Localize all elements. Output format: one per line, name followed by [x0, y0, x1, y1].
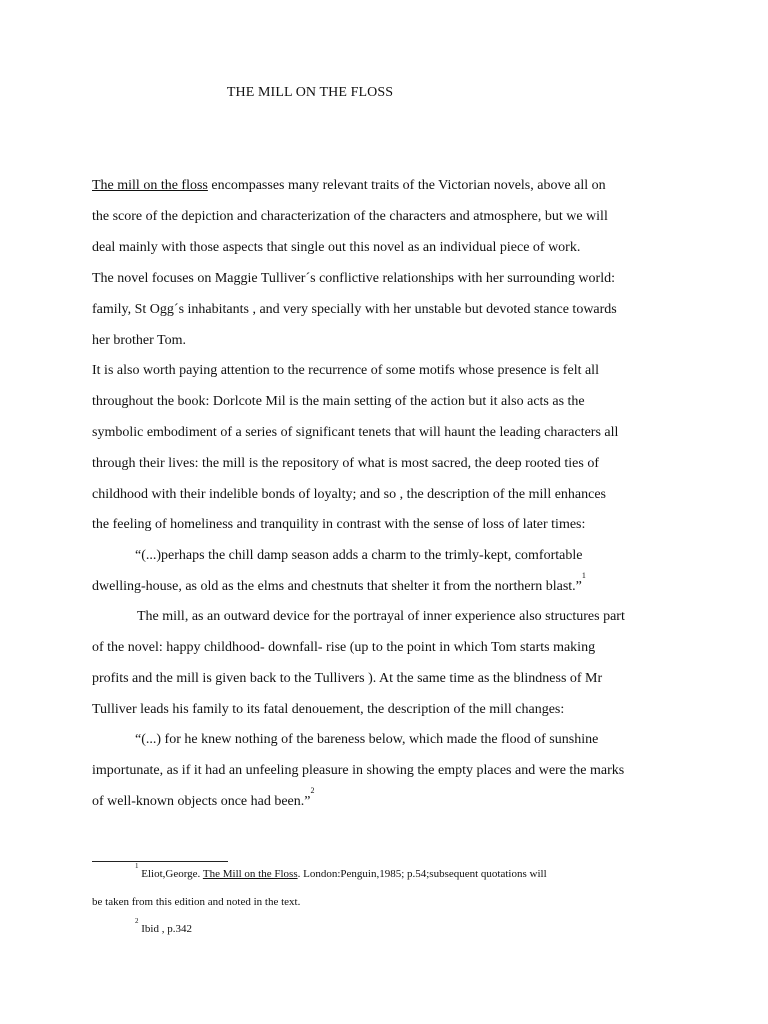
footnote-number: 1: [135, 862, 139, 870]
paragraph-line: her brother Tom.: [92, 333, 187, 348]
paragraph-line: through their lives: the mill is the repository of what is most sacred, the deep rooted ties of: [92, 456, 600, 471]
footnote-ref-1: 1: [581, 571, 586, 580]
paragraph-line: deal mainly with those aspects that single out this novel as an individual piece of work.: [92, 240, 581, 255]
footnote-ref-2: 2: [310, 786, 315, 795]
footnote-text: . London:Penguin,1985; p.54;subsequent quotations will: [297, 868, 547, 880]
footnote-separator: [92, 861, 228, 862]
page-title: THE MILL ON THE FLOSS: [226, 85, 394, 100]
paragraph-line: It is also worth paying attention to the recurrence of some motifs whose presence is felt all: [92, 363, 599, 378]
quote-line: “(...)perhaps the chill damp season adds a charm to the trimly-kept, comfortable: [135, 548, 583, 563]
footnote-number: 2: [135, 917, 139, 925]
paragraph-line: [92, 177, 606, 195]
quote-line: importunate, as if it had an unfeeling pleasure in showing the empty places and were the marks: [92, 763, 625, 778]
paragraph-line: the feeling of homeliness and tranquility in contrast with the sense of loss of later times:: [92, 517, 586, 532]
paragraph-line: The novel focuses on Maggie Tulliver´s conflictive relationships with her surrounding world:: [92, 271, 615, 286]
paragraph-line: Tulliver leads his family to its fatal denouement, the description of the mill changes:: [92, 702, 565, 717]
quote-text: dwelling-house, as old as the elms and chestnuts that shelter it from the northern blast.”: [92, 579, 582, 594]
footnote-1: [135, 862, 547, 881]
footnote-2: [135, 917, 192, 936]
paragraph-line: of the novel: happy childhood- downfall- rise (up to the point in which Tom starts making: [92, 640, 596, 655]
paragraph-line: profits and the mill is given back to the Tullivers ). At the same time as the blindness of Mr: [92, 671, 603, 686]
quote-line: [92, 571, 586, 596]
footnote-author: Eliot,George.: [138, 868, 203, 880]
quote-line: [92, 786, 315, 811]
novel-title-link: The mill on the floss: [92, 178, 208, 193]
paragraph-line: the score of the depiction and characterization of the characters and atmosphere, but we will: [92, 209, 608, 224]
quote-text: of well-known objects once had been.”: [92, 794, 311, 809]
paragraph-line: childhood with their indelible bonds of loyalty; and so , the description of the mill enhances: [92, 487, 607, 502]
quote-line: “(...) for he knew nothing of the bareness below, which made the flood of sunshine: [135, 732, 599, 747]
paragraph-line: The mill, as an outward device for the portrayal of inner experience also structures part: [137, 609, 625, 624]
paragraph-line: family, St Ogg´s inhabitants , and very specially with her unstable but devoted stance towards: [92, 302, 617, 317]
paragraph-line: throughout the book: Dorlcote Mil is the main setting of the action but it also acts as the: [92, 394, 585, 409]
footnote-1-continued: be taken from this edition and noted in the text.: [92, 896, 301, 908]
footnote-book-title: The Mill on the Floss: [202, 868, 298, 880]
footnote-text: Ibid , p.342: [138, 923, 192, 935]
paragraph-text: encompasses many relevant traits of the Victorian novels, above all on: [207, 178, 606, 193]
paragraph-line: symbolic embodiment of a series of significant tenets that will haunt the leading characters all: [92, 425, 619, 440]
